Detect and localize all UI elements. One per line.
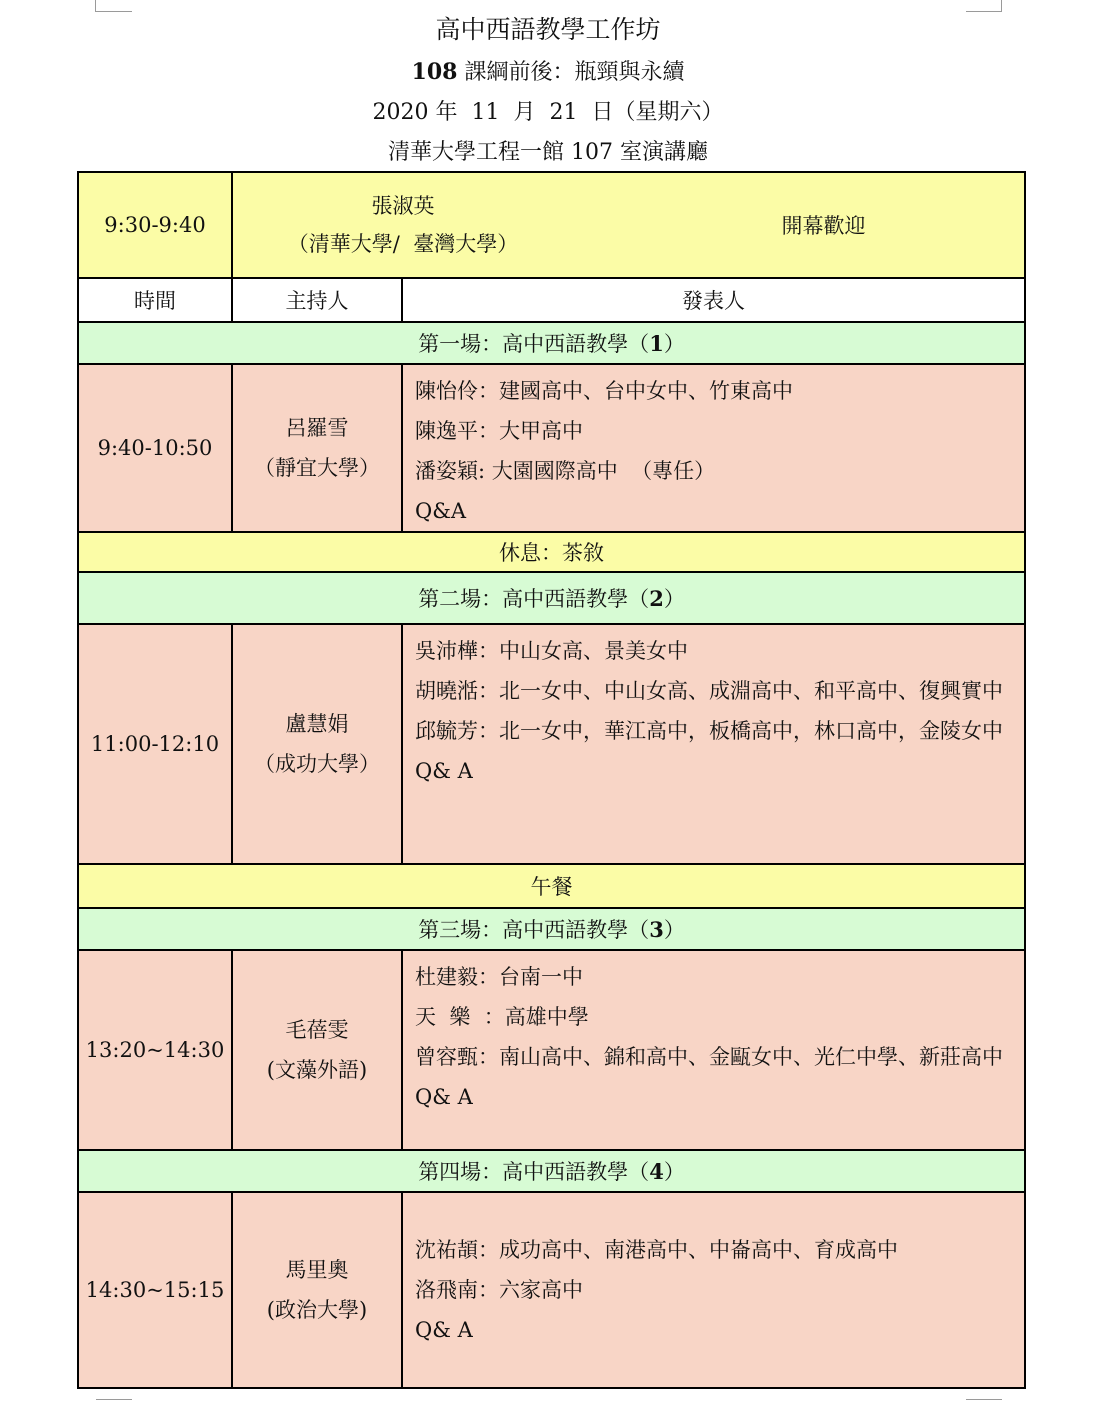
presenter-schools: 北一女中，華江高中，板橋高中，林口高中，金陵女中 [499, 719, 1003, 743]
opening-label: 開幕歡迎 [781, 214, 866, 238]
host-affiliation: (政治大學) [266, 1298, 368, 1322]
presenter-schools: 台南一中 [499, 965, 583, 989]
presenters-cell [402, 1192, 1025, 1388]
session-title-row [78, 322, 1025, 364]
opening-time: 9:30-9:40 [78, 172, 232, 278]
host-affiliation: （靜宜大學） [254, 456, 380, 480]
presenter-name: 陳怡伶： [415, 379, 499, 403]
host-affiliation: (文藻外語) [266, 1058, 368, 1082]
session-title [78, 1150, 1025, 1192]
session-title [78, 322, 1025, 364]
session-host [232, 950, 402, 1150]
presenters-cell [402, 624, 1025, 864]
qa-line: Q& A [415, 1318, 473, 1342]
presenter-name: 陳逸平： [415, 419, 499, 443]
host-affiliation: （成功大學） [254, 752, 380, 776]
document-title: 高中西語教學工作坊 [435, 15, 661, 44]
session-host [232, 1192, 402, 1388]
presenter-line [415, 371, 1016, 411]
presenter-schools: 中山女高、景美女中 [499, 639, 688, 663]
presenter-name: 沈祐頡： [415, 1238, 499, 1262]
presenter-name: 胡曉湉： [415, 679, 499, 703]
column-header-time: 時間 [78, 278, 232, 322]
presenter-schools: 建國高中、台中女中、竹東高中 [499, 379, 793, 403]
lunch-label: 午餐 [78, 864, 1025, 908]
session-title-close: ） [663, 918, 685, 942]
presenter-schools: 高雄中學 [504, 1005, 589, 1029]
presenter-schools: 六家高中 [499, 1278, 583, 1302]
presenters-cell [402, 364, 1025, 532]
document-subtitle [0, 55, 1096, 86]
subtitle-number: 108 [411, 59, 458, 85]
column-header-host: 主持人 [232, 278, 402, 322]
session-row [78, 364, 1025, 532]
crop-mark [966, 1399, 1002, 1400]
break-row [78, 864, 1025, 908]
session-title-close: ） [663, 332, 685, 356]
qa-line: Q& A [415, 1085, 473, 1109]
session-time: 13:20~14:30 [78, 950, 232, 1150]
session-title-close: ） [663, 587, 685, 611]
presenter-line [415, 1230, 1016, 1270]
session-title [78, 572, 1025, 624]
subtitle-text: 課綱前後：瓶頸與永續 [457, 60, 685, 85]
column-header-row [78, 278, 1025, 322]
presenter-line [415, 997, 1016, 1037]
qa-line: Q&A [415, 499, 467, 523]
host-name: 馬里奧 [285, 1258, 349, 1282]
presenter-line [415, 411, 1016, 451]
presenter-schools: 大甲高中 [499, 419, 583, 443]
session-title-text: 第四場：高中西語教學（ [418, 1160, 650, 1184]
presenter-name: 天 樂 ： [415, 1005, 505, 1029]
opening-speaker [203, 187, 603, 263]
session-number: 3 [649, 917, 664, 942]
presenter-schools: 南山高中、錦和高中、金甌女中、光仁中學、新莊高中 [499, 1045, 1003, 1069]
presenter-name: 洛飛南： [415, 1278, 499, 1302]
presenter-line [415, 711, 1016, 751]
session-title-text: 第一場：高中西語教學（ [418, 332, 650, 356]
session-number: 4 [649, 1159, 664, 1184]
session-host [232, 624, 402, 864]
presenter-name: 曾容甄： [415, 1045, 499, 1069]
opening-row [78, 172, 1025, 278]
session-time: 11:00-12:10 [78, 624, 232, 864]
presenter-schools: 大園國際高中 （專任） [491, 459, 716, 483]
presenter-line [415, 1037, 1016, 1077]
session-title [78, 908, 1025, 950]
session-time: 9:40-10:50 [78, 364, 232, 532]
presenter-schools: 成功高中、南港高中、中崙高中、育成高中 [499, 1238, 898, 1262]
presenter-name: 吳沛樺： [415, 639, 499, 663]
host-name: 毛蓓雯 [285, 1018, 349, 1042]
session-number: 1 [649, 331, 664, 356]
schedule-table [77, 171, 1026, 1389]
presenter-line [415, 631, 1016, 671]
column-header-presenters: 發表人 [402, 278, 1025, 322]
presenters-cell [402, 950, 1025, 1150]
session-title-text: 第二場：高中西語教學（ [418, 587, 650, 611]
tea-break-label: 休息：茶敘 [78, 532, 1025, 572]
session-title-row [78, 572, 1025, 624]
session-row [78, 950, 1025, 1150]
event-date: 2020 年 11 月 21 日（星期六） [372, 100, 724, 125]
session-title-text: 第三場：高中西語教學（ [418, 918, 650, 942]
presenter-line [415, 957, 1016, 997]
presenter-name: 杜建毅： [415, 965, 499, 989]
session-title-row [78, 1150, 1025, 1192]
presenter-name: 邱毓芳： [415, 719, 499, 743]
opening-detail-cell [232, 172, 1025, 278]
session-row [78, 1192, 1025, 1388]
session-host [232, 364, 402, 532]
session-row [78, 624, 1025, 864]
host-name: 呂羅雪 [285, 416, 349, 440]
break-row [78, 532, 1025, 572]
session-title-row [78, 908, 1025, 950]
event-venue: 清華大學工程一館 107 室演講廳 [388, 140, 708, 165]
opening-speaker-affil: （清華大學/ 臺灣大學） [287, 232, 519, 256]
session-time: 14:30~15:15 [78, 1192, 232, 1388]
opening-speaker-name: 張淑英 [371, 194, 435, 218]
presenter-line [415, 451, 1016, 491]
session-number: 2 [649, 586, 664, 611]
presenter-name: 潘姿穎: [415, 459, 492, 483]
presenter-schools: 北一女中、中山女高、成淵高中、和平高中、復興實中 [499, 679, 1003, 703]
presenter-line [415, 671, 1016, 711]
presenter-line [415, 1270, 1016, 1310]
crop-mark [96, 1399, 132, 1400]
session-title-close: ） [663, 1160, 685, 1184]
host-name: 盧慧娟 [285, 712, 349, 736]
qa-line: Q& A [415, 759, 473, 783]
